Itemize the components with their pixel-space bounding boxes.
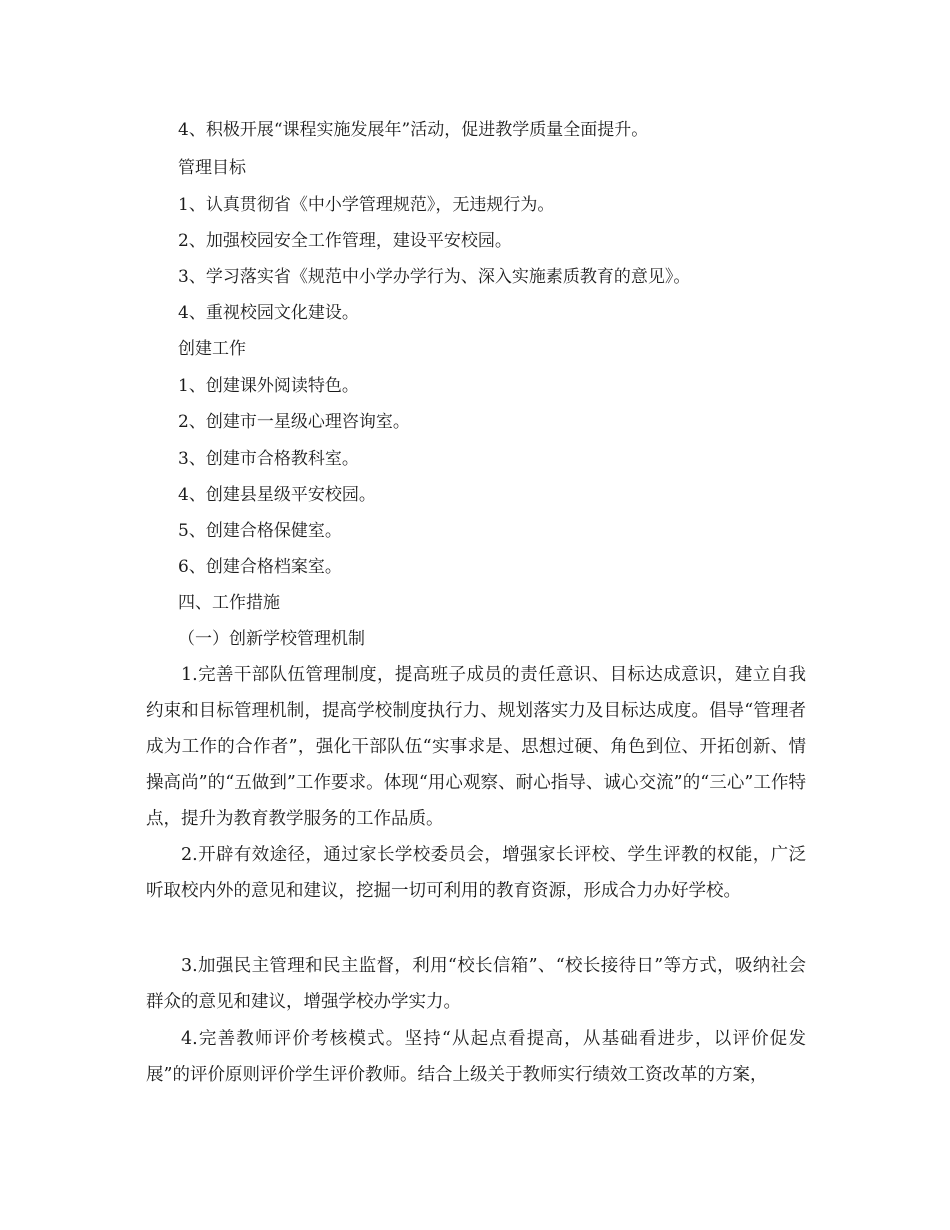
section-heading-measures: 四、工作措施 bbox=[178, 593, 280, 613]
creation-item-5: 5、创建合格保健室。 bbox=[178, 521, 342, 541]
creation-item-1: 1、创建课外阅读特色。 bbox=[178, 376, 359, 396]
creation-item-6: 6、创建合格档案室。 bbox=[178, 557, 342, 577]
section-heading-creation-work: 创建工作 bbox=[178, 339, 246, 359]
measure-paragraph-2: 2.开辟有效途径，通过家长学校委员会，增强家长评校、学生评教的权能，广泛听取校内外的意见和建议，挖掘一切可利用的教育资源，形成合力办好学校。 bbox=[146, 845, 806, 901]
management-goal-4: 4、重视校园文化建设。 bbox=[178, 303, 359, 323]
measure-paragraph-4: 4.完善教师评价考核模式。坚持“从起点看提高，从基础看进步，以评价促发展”的评价原则评价学生评价教师。结合上级关于教师实行绩效工资改革的方案， bbox=[146, 1029, 806, 1085]
management-goal-2: 2、加强校园安全工作管理，建设平安校园。 bbox=[178, 231, 512, 251]
management-goal-1: 1、认真贯彻省《中小学管理规范》，无违规行为。 bbox=[178, 195, 555, 215]
creation-item-4: 4、创建县星级平安校园。 bbox=[178, 485, 376, 505]
subsection-heading-management-mechanism: （一）创新学校管理机制 bbox=[178, 629, 365, 649]
creation-item-2: 2、创建市一星级心理咨询室。 bbox=[178, 412, 410, 432]
management-goal-3: 3、学习落实省《规范中小学办学行为、深入实施素质教育的意见》。 bbox=[178, 267, 691, 287]
section-heading-management-goals: 管理目标 bbox=[178, 158, 246, 178]
measure-paragraph-3: 3.加强民主管理和民主监督，利用“校长信箱”、“校长接待日”等方式，吸纳社会群众的意见和建议，增强学校办学实力。 bbox=[146, 956, 806, 1012]
creation-item-3: 3、创建市合格教科室。 bbox=[178, 449, 359, 469]
goal-item-4: 4、积极开展“课程实施发展年”活动，促进教学质量全面提升。 bbox=[178, 120, 649, 140]
measure-paragraph-1: 1.完善干部队伍管理制度，提高班子成员的责任意识、目标达成意识，建立自我约束和目标管理机制，提高学校制度执行力、规划落实力及目标达成度。倡导“管理者成为工作的合作者”，强化干部队伍“实事求是、思想过硬、角色到位、开拓创新、情操高尚”的“五做到”工作要求。体现“用心观察、耐心指导、诚心交流”的“三心”工作特点，提升为教育教学服务的工作品质。 bbox=[146, 665, 806, 829]
